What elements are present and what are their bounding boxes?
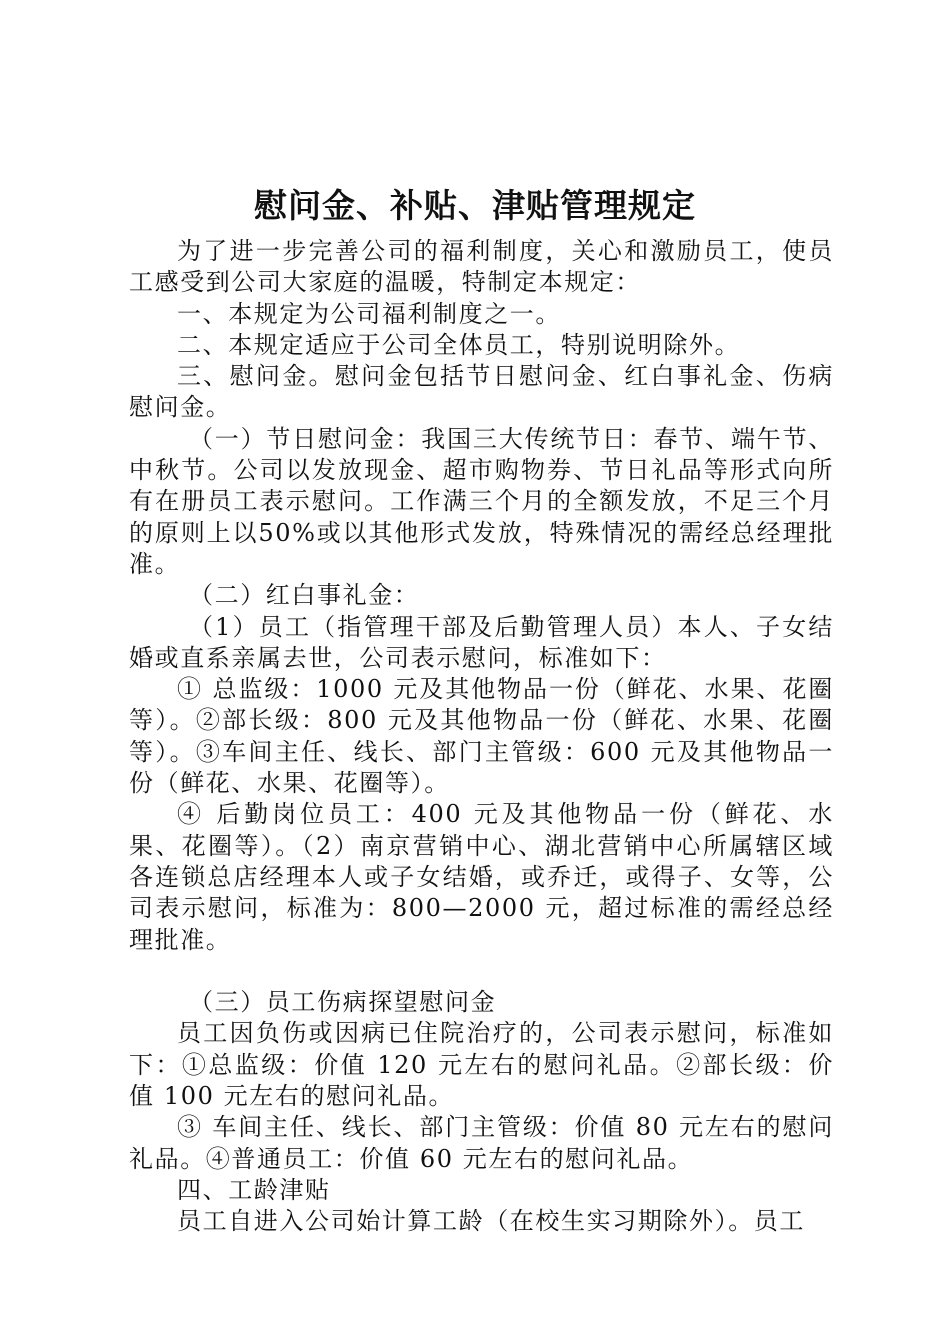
clause-one: 一、本规定为公司福利制度之一。 — [177, 299, 561, 328]
seniority-allowance-paragraph: 员工自进入公司始计算工龄（在校生实习期除外）。员工 — [177, 1207, 805, 1236]
wedding-funeral-gift-heading: （二）红白事礼金： — [189, 581, 420, 610]
injury-illness-standard-paragraph: 员工因负伤或因病已住院治疗的，公司表示慰问，标准如下：①总监级：价值 120 元左右的慰问礼品。②部长级：价值 100 元左右的慰问礼品。 — [129, 1019, 834, 1111]
document-title: 慰问金、补贴、津贴管理规定 — [254, 186, 696, 225]
employee-family-event-paragraph: （1）员工（指管理干部及后勤管理人员）本人、子女结婚或直系亲属去世，公司表示慰问，标准如下： — [129, 612, 834, 672]
blank-line — [129, 956, 834, 987]
gift-standard-levels-paragraph: ① 总监级：1000 元及其他物品一份（鲜花、水果、花圈等）。②部长级：800 元及其他物品一份（鲜花、水果、花圈等）。③车间主任、线长、部门主管级：600 元及其他物品一份（鲜花、水果、花圈等）。 — [129, 675, 834, 798]
intro-paragraph: 为了进一步完善公司的福利制度，关心和激励员工，使员工感受到公司大家庭的温暖，特制定本规定： — [129, 237, 834, 297]
seniority-allowance-heading: 四、工龄津贴 — [177, 1175, 331, 1204]
holiday-condolence-paragraph: （一）节日慰问金：我国三大传统节日：春节、端午节、中秋节。公司以发放现金、超市购物券、节日礼品等形式向所有在册员工表示慰问。工作满三个月的全额发放，不足三个月的原则上以50%或以其他形式发放，特殊情况的需经总经理批准。 — [129, 424, 834, 578]
clause-two: 二、本规定适应于公司全体员工，特别说明除外。 — [177, 330, 741, 359]
clause-three: 三、慰问金。慰问金包括节日慰问金、红白事礼金、伤病慰问金。 — [129, 362, 834, 422]
injury-illness-lower-levels-paragraph: ③ 车间主任、线长、部门主管级：价值 80 元左右的慰问礼品。④普通员工：价值 60 元左右的慰问礼品。 — [129, 1113, 834, 1173]
logistics-and-sales-paragraph: ④ 后勤岗位员工：400 元及其他物品一份（鲜花、水果、花圈等）。（2）南京营销中心、湖北营销中心所属辖区域各连锁总店经理本人或子女结婚，或乔迁，或得子、女等，公司表示慰问，标准为：800—2000 元，超过标准的需经总经理批准。 — [129, 800, 834, 954]
injury-illness-heading: （三）员工伤病探望慰问金 — [189, 988, 497, 1017]
document-body — [129, 236, 834, 1238]
